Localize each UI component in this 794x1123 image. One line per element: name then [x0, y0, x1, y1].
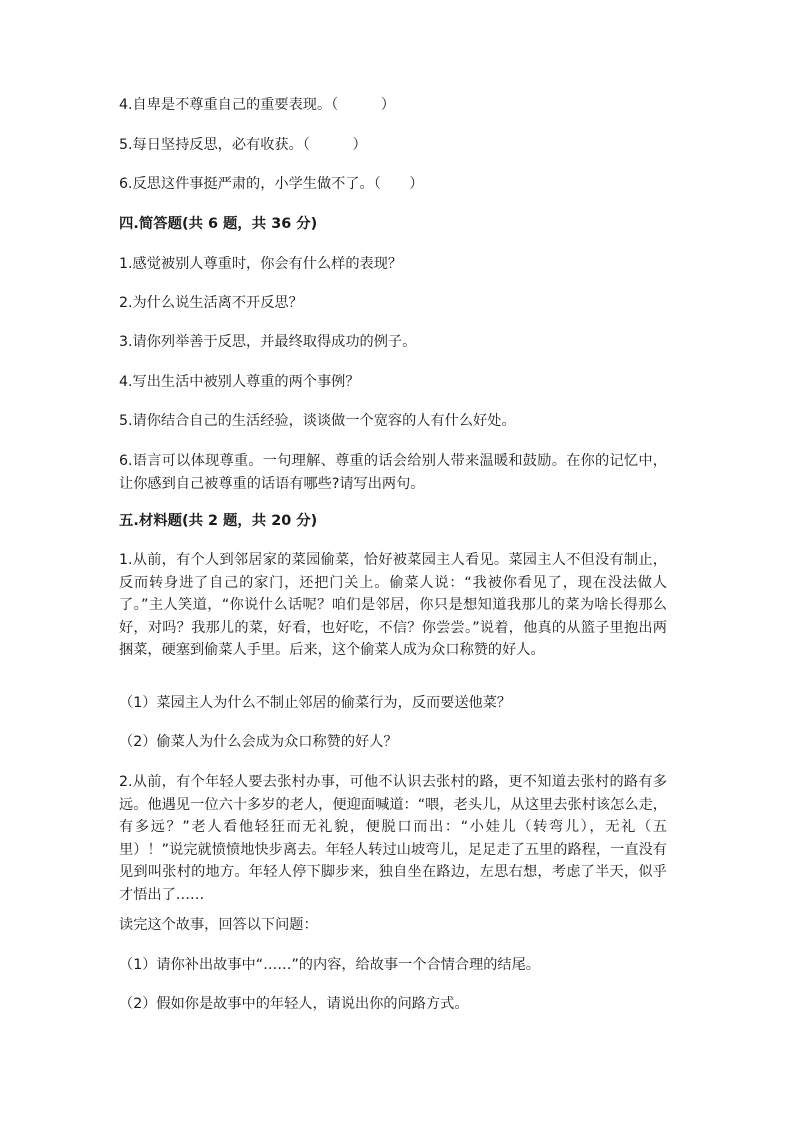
short-answer-question-2: 2.为什么说生活离不开反思？ [119, 295, 303, 311]
material-1-question-1: （1）菜园主人为什么不制止邻居的偷菜行为，反而要送他菜？ [119, 695, 512, 711]
short-answer-question-4: 4.写出生活中被别人尊重的两个事例？ [119, 374, 360, 390]
short-answer-question-5: 5.请你结合自己的生活经验，谈谈做一个宽容的人有什么好处。 [119, 413, 516, 429]
material-2-question-2: （2）假如你是故事中的年轻人，请说出你的问路方式。 [119, 996, 469, 1012]
section-heading-material: 五.材料题(共 2 题，共 20 分) [119, 513, 318, 529]
short-answer-question-6: 6.语言可以体现尊重。一句理解、尊重的话会给别人带来温暖和鼓励。在你的记忆中，让你感到自己被尊重的话语有哪些?请写出两句。 [119, 453, 667, 492]
judgement-item-4: 4.自卑是不尊重自己的重要表现。（ ） [119, 97, 396, 113]
short-answer-question-3: 3.请你列举善于反思，并最终取得成功的例子。 [119, 334, 417, 350]
material-1-question-2: （2）偷菜人为什么会成为众口称赞的好人？ [119, 734, 398, 750]
judgement-item-5: 5.每日坚持反思，必有收获。（ ） [119, 137, 367, 153]
section-heading-short-answer: 四.简答题(共 6 题，共 36 分) [119, 216, 318, 232]
judgement-item-6: 6.反思这件事挺严肃的，小学生做不了。（ ） [119, 176, 424, 192]
short-answer-question-1: 1.感觉被别人尊重时，你会有什么样的表现？ [119, 256, 403, 272]
material-2-passage: 2.从前，有个年轻人要去张村办事，可他不认识去张村的路，更不知道去张村的路有多远。他遇见一位六十多岁的老人，便迎面喊道：“喂，老头儿，从这里去张村该怎么走，有多远？”老人看他轻狂而无礼貌，便脱口而出：“小娃儿（转弯儿），无礼（五里）！”说完就愤愤地快步离去。年轻人转过山坡弯儿，足足走了五里的路程，一直没有见到叫张村的地方。年轻人停下脚步来，独自坐在路边，左思右想，考虑了半天，似乎才悟出了…… [119, 774, 667, 903]
material-2-question-1: （1）请你补出故事中“……”的内容，给故事一个合情合理的结尾。 [119, 957, 540, 973]
material-2-intro: 读完这个故事，回答以下问题： [119, 917, 318, 933]
material-1-passage: 1.从前，有个人到邻居家的菜园偷菜，恰好被菜园主人看见。菜园主人不但没有制止，反而转身进了自己的家门，还把门关上。偷菜人说：“我被你看见了，现在没法做人了。”主人笑道，“你说什么话呢？咱们是邻居，你只是想知道我那儿的菜为啥长得那么好，对吗？我那儿的菜，好看，也好吃，不信？你尝尝。”说着，他真的从篮子里抱出两捆菜，硬塞到偷菜人手里。后来，这个偷菜人成为众口称赞的好人。 [119, 552, 667, 659]
